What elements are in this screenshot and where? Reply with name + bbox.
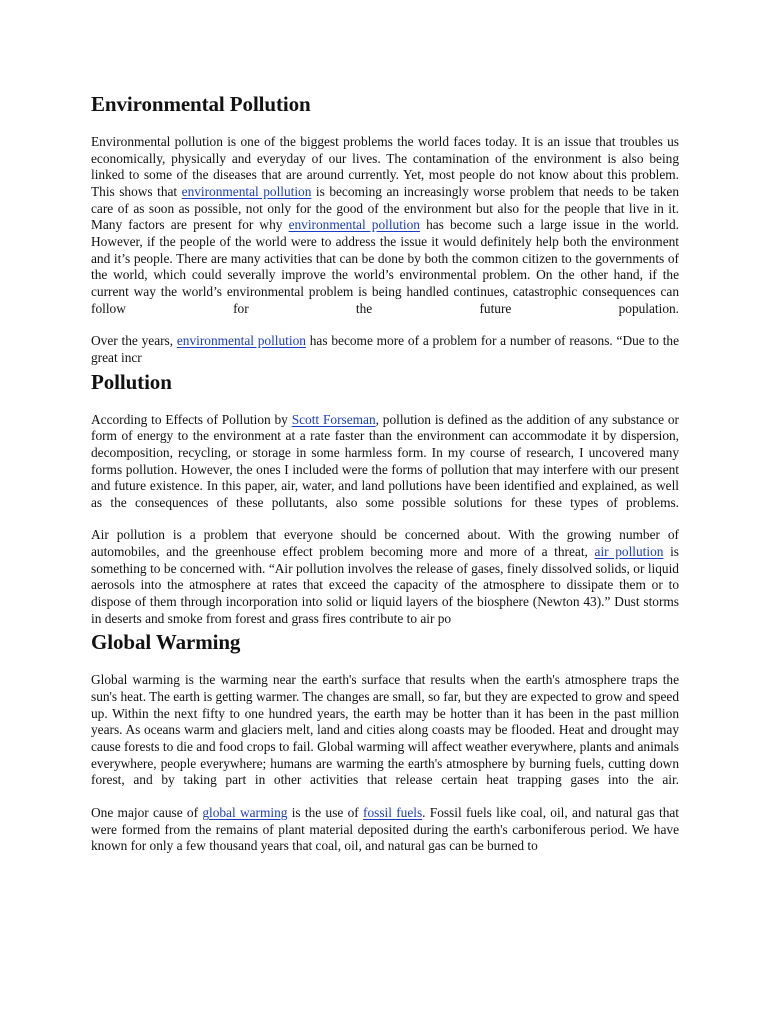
text-run: is the use of: [287, 805, 364, 820]
paragraph: [91, 527, 679, 627]
link-environmental-pollution[interactable]: environmental pollution: [288, 217, 420, 233]
text-run: . Fossil fuels like coal, oil, and natural gas that were formed from the remains of plant material deposited during the earth's carboniferous period. We have known for only a few thousand years that coal, oil, and natural gas can be burned to: [91, 805, 679, 854]
text-run: has become such a large issue in the world. However, if the people of the world were to address the issue it would definitely help both the environment and it’s people. There are many activities that can be done by both the common citizen to the governments of the world, which could severally improve the world’s environmental problem. On the other hand, if the current way the world’s environmental problem is being handled continues, catastrophic consequences can follow for the future population.: [91, 217, 679, 316]
link-environmental-pollution[interactable]: environmental pollution: [176, 333, 306, 349]
text-run: Global warming is the warming near the earth's surface that results when the earth's atmosphere traps the sun's heat. The earth is getting warmer. The changes are small, so far, but they are expected to grow and speed up. Within the next fifty to one hundred years, the earth may be hotter than it has been in the past million years. As oceans warm and glaciers melt, land and cities along coasts may be flooded. Heat and drought may cause forests to die and food crops to fail. Global warming will affect weather everywhere, plants and animals everywhere, people everywhere; humans are warming the earth's atmosphere by burning fuels, cutting down forest, and by taking part in other activities that release certain heat trapping gases into the air.: [91, 672, 679, 788]
paragraph: [91, 134, 679, 317]
link-fossil-fuels[interactable]: fossil fuels: [363, 805, 423, 820]
link-air-pollution[interactable]: air pollution: [594, 544, 664, 560]
text-run: According to Effects of Pollution by: [91, 411, 292, 427]
text-run: Over the years,: [91, 333, 177, 349]
text-run: is becoming an increasingly worse problem that needs to be taken care of as soon as possible, not only for the good of the environment but also for the people that live in it. Many factors are present for why: [91, 183, 679, 233]
section-heading-pollution: Pollution: [91, 369, 172, 394]
text-run: is something to be concerned with. “Air pollution involves the release of gases, finely dissolved solids, or liquid aerosols into the atmosphere at rates that exceed the capacity of the atmosphere to dissipate them or to dispose of them through incorporation into solid or liquid layers of the biosphere (Newton 43).” Dust storms in deserts and smoke from forest and grass fires contribute to air po: [91, 544, 679, 626]
paragraph: [91, 672, 679, 789]
text-run: Air pollution is a problem that everyone should be concerned about. With the growing number of automobiles, and the greenhouse effect problem becoming more and more of a threat,: [91, 527, 679, 560]
paragraph: [91, 333, 679, 366]
document-page: [91, 91, 679, 855]
text-run: Environmental pollution is one of the biggest problems the world faces today. It is an issue that troubles us economically, physically and everyday of our lives. The contamination of the environment is also being linked to some of the diseases that are around currently. Yet, most people do not know about this problem. This shows that: [91, 134, 679, 199]
link-scott-forseman[interactable]: Scott Forseman: [291, 411, 376, 427]
text-run: has become more of a problem for a number of reasons. “Due to the great incr: [91, 333, 680, 365]
section-heading-global-warming: Global Warming: [91, 630, 241, 655]
section-heading-environmental-pollution: Environmental Pollution: [91, 92, 311, 116]
paragraph: [91, 805, 679, 855]
link-environmental-pollution[interactable]: environmental pollution: [181, 183, 312, 199]
paragraph: [91, 412, 679, 512]
text-run: , pollution is defined as the addition of any substance or form of energy to the environment at a rate faster than the environment can accommodate it by dispersion, decomposition, recycling, or storage in some harmless form. In my course of research, I uncovered many forms pollution. However, the ones I included were the forms of pollution that may interfere with our present and future existence. In this paper, air, water, and land pollutions have been identified and explained, as well as the consequences of these pollutants, also some possible solutions for these types of problems.: [91, 411, 679, 510]
text-run: One major cause of: [91, 805, 203, 820]
link-global-warming[interactable]: global warming: [202, 805, 288, 820]
